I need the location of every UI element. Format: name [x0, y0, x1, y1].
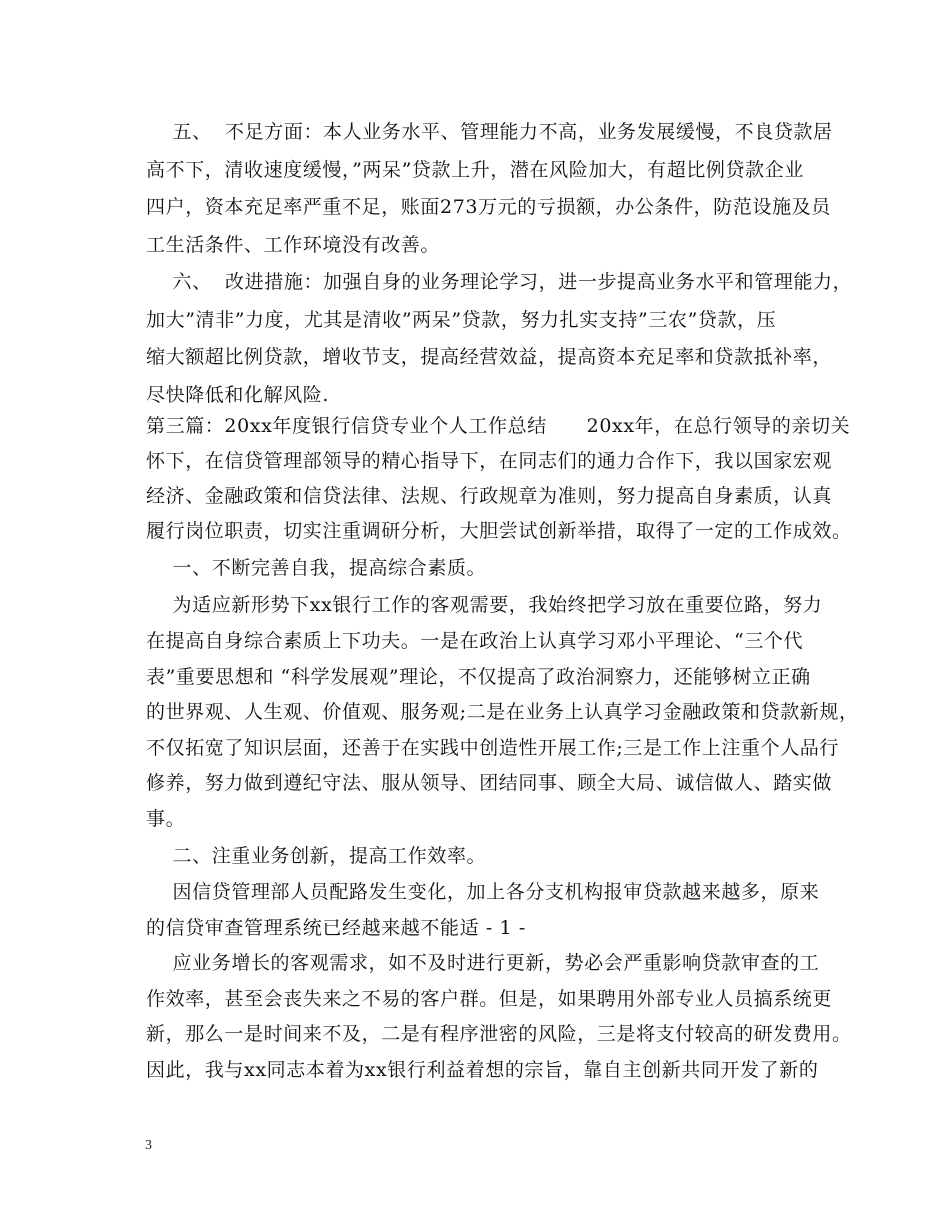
text-line-15: 在提高自身综合素质上下功夫。一是在政治上认真学习邓小平理论、“三个代 — [146, 630, 804, 652]
text-line-9: 第三篇：20xx年度银行信贷专业个人工作总结 20xx年，在总行领导的亲切关 — [146, 415, 851, 437]
page-number: 3 — [145, 1138, 152, 1153]
text-line-4: 工生活条件、工作环境没有改善。 — [146, 234, 441, 256]
text-line-6: 加大”清非”力度，尤其是清收”两呆”贷款，努力扎实支持”三农”贷款，压 — [146, 309, 777, 331]
text-line-2: 高不下，清收速度缓慢，”两呆”贷款上升，潜在风险加大，有超比例贷款企业 — [146, 159, 804, 181]
text-line-11: 经济、金融政策和信贷法律、法规、行政规章为准则，努力提高自身素质，认真 — [146, 485, 833, 507]
text-line-25: 作效率，甚至会丧失来之不易的客户群。但是，如果聘用外部专业人员搞系统更 — [146, 988, 833, 1010]
text-line-22: 因信贷管理部人员配路发生变化，加上各分支机构报审贷款越来越多，原来 — [146, 881, 820, 903]
text-line-17: 的世界观、人生观、价值观、服务观;二是在业务上认真学习金融政策和贷款新规， — [146, 701, 859, 723]
text-line-16: 表”重要思想和 “科学发展观”理论，不仅提高了政治洞察力，还能够树立正确 — [146, 666, 811, 688]
text-line-26: 新，那么一是时间来不及，二是有程序泄密的风险，三是将支付较高的研发费用。 — [146, 1023, 852, 1045]
text-line-14: 为适应新形势下xx银行工作的客观需要，我始终把学习放在重要位路，努力 — [146, 594, 823, 616]
text-line-1: 五、 不足方面：本人业务水平、管理能力不高，业务发展缓慢，不良贷款居 — [146, 121, 833, 143]
text-line-18: 不仅拓宽了知识层面，还善于在实践中创造性开展工作;三是工作上注重个人品行 — [146, 737, 840, 759]
text-line-27: 因此，我与xx同志本着为xx银行利益着想的宗旨，靠自主创新共同开发了新的 — [146, 1059, 819, 1081]
text-line-5: 六、 改进措施：加强自身的业务理论学习，进一步提高业务水平和管理能力， — [146, 271, 853, 293]
text-line-8: 尽快降低和化解风险. — [146, 384, 330, 406]
text-line-13: 一、不断完善自我，提高综合素质。 — [146, 557, 487, 579]
text-line-12: 履行岗位职责，切实注重调研分析，大胆尝试创新举措，取得了一定的工作成效。 — [146, 520, 852, 542]
text-line-23: 的信贷审查管理系统已经越来越不能适 - 1 - — [146, 917, 526, 939]
text-line-24: 应业务增长的客观需求，如不及时进行更新，势必会严重影响贷款审查的工 — [146, 952, 820, 974]
text-line-10: 怀下，在信贷管理部领导的精心指导下，在同志们的通力合作下，我以国家宏观 — [146, 450, 833, 472]
text-line-21: 二、注重业务创新，提高工作效率。 — [146, 845, 487, 867]
text-line-7: 缩大额超比例贷款，增收节支，提高经营效益，提高资本充足率和贷款抵补率， — [146, 346, 833, 368]
text-line-20: 事。 — [146, 808, 186, 830]
text-line-19: 修养，努力做到遵纪守法、服从领导、团结同事、顾全大局、诚信做人、踏实做 — [146, 772, 833, 794]
text-line-3: 四户，资本充足率严重不足，账面273万元的亏损额，办公条件，防范设施及员 — [146, 196, 831, 218]
